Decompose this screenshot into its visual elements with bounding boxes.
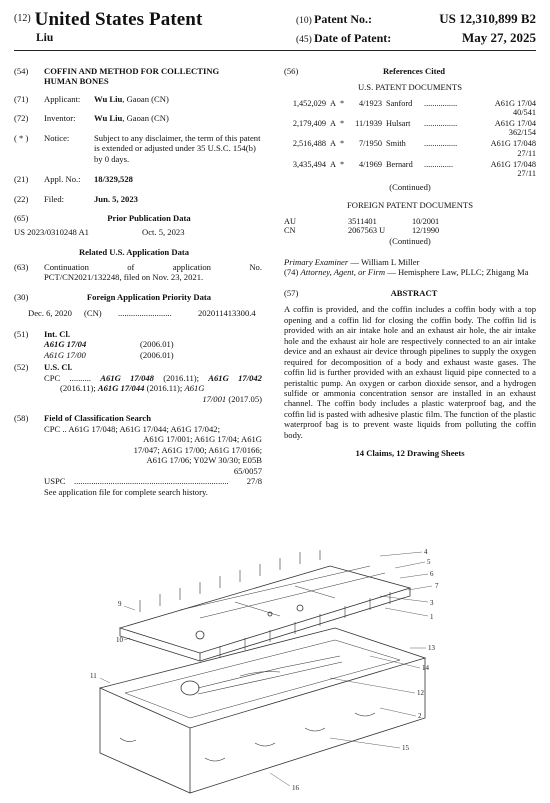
related-section [14, 262, 262, 283]
related-line-1 [44, 262, 262, 272]
abstract-code: (57) [284, 287, 299, 298]
cpc-class: A61G 17/048 [100, 372, 154, 383]
inventor-section [14, 113, 262, 123]
filed-label: Filed: [44, 193, 65, 204]
related-code: (63) [14, 261, 29, 272]
figure-labels [90, 548, 439, 792]
cpc-version: (2017.05) [226, 393, 262, 404]
cpc-class: 17/001 [202, 393, 227, 404]
us-ref-class: A61G 17/04 [494, 119, 536, 129]
us-ref-class: A61G 17/048 [490, 139, 536, 149]
figure-label: 9 [118, 600, 122, 608]
document-type: United States Patent [34, 9, 203, 30]
us-ref-number: 2,516,488 [292, 139, 326, 149]
uspc-value: 27/8 [246, 476, 262, 487]
body-front [100, 688, 190, 793]
examiner-name: — William L Miller [348, 256, 420, 267]
abstract-text: A coffin is provided, and the coffin includes a coffin body with a top opening and a coffin lid for closing the coffin body. The coffin lid is provided with an air intake hole and an exhaust air hole, the air intake hole and the exhaust air hole are respectively connected to an air intake device and an exhaust air device through pipelines to supply the oxygen required for decomposition of a body and exhaust waste gases. The coffin lid is further provided with an exhaust liquid pipe connected to a peristaltic pump. An oxygen or carbon dioxide sensor, and a hydrogen sulfide or ammonia concentration sensor are installed in an exhaust channel. The coffin body includes a plastic waterproof bag, and the coffin lid is pasted with adhesive plastic film. The function of the plastic waterproof bag is to prevent waste liquids from polluting the coffin body. [284, 304, 536, 440]
us-ref-kind: A [330, 159, 336, 169]
us-reference-row [284, 119, 536, 137]
field-search-line: 65/0057 [233, 465, 262, 476]
title-code: (54) [14, 66, 29, 76]
figure-label: 13 [428, 644, 435, 652]
prior-pub-code: (65) [14, 213, 29, 224]
figure-label: 7 [435, 582, 439, 590]
us-ref-name: Bernard [386, 159, 413, 169]
field-search-line: A61G 17/001; A61G 17/04; A61G [143, 434, 262, 445]
patent-number: US 12,310,899 B2 [439, 11, 536, 26]
related-word-1: Continuation [44, 261, 89, 272]
foreign-priority-country: (CN) [84, 308, 102, 319]
notice-section [14, 133, 262, 164]
us-reference-row [284, 99, 536, 117]
us-ref-date: 4/1969 [358, 159, 382, 169]
figure-label: 6 [430, 570, 434, 578]
coffin-drawing [80, 548, 460, 798]
uspc-row [14, 476, 262, 486]
us-ref-dots: ................ [424, 98, 458, 108]
related-heading: Related U.S. Application Data [78, 247, 190, 258]
header-right [296, 11, 536, 49]
body-side [190, 658, 425, 793]
foreign-ref-country: AU [284, 216, 296, 226]
us-ref-name: Sanford [386, 98, 413, 108]
us-ref-number: 3,435,494 [292, 159, 326, 169]
us-ref-name: Smith [386, 139, 406, 149]
appl-label: Appl. No.: [44, 174, 81, 185]
int-cl-version: (2006.01) [140, 349, 174, 360]
us-ref-star: * [340, 98, 345, 108]
field-search-line: A61G 17/06; Y02W 30/30; E05B [146, 455, 262, 466]
references-heading: References Cited [382, 66, 446, 76]
foreign-ref-number: 2067563 U [348, 226, 386, 236]
field-search-code: (58) [14, 413, 29, 424]
us-ref-number: 1,452,029 [292, 98, 326, 108]
us-ref-date: 11/1939 [355, 119, 382, 129]
us-cl-heading: U.S. Cl. [44, 362, 73, 373]
us-ref-subclass: 40/541 [512, 108, 536, 118]
int-cl-class: A61G 17/00 [44, 349, 86, 360]
notice-text: Subject to any disclaimer, the term of this patent is extended or adjusted under 35 U.S.C. 154(b) by 0 days. [94, 132, 261, 164]
patent-date-code: (45) [296, 35, 312, 45]
header-rule [14, 50, 536, 51]
right-column [284, 66, 536, 459]
us-ref-dots: .............. [424, 159, 454, 169]
foreign-reference-row [284, 226, 536, 235]
abstract-heading: ABSTRACT [390, 287, 438, 298]
abstract-heading-row [284, 288, 536, 298]
field-search-line: CPC .. A61G 17/048; A61G 17/044; A61G 17/042; [44, 423, 220, 434]
us-ref-star: * [340, 159, 345, 169]
title-section [14, 66, 262, 87]
field-search-line: 17/047; A61G 17/00; A61G 17/0166; [133, 444, 262, 455]
figure-label: 3 [430, 599, 434, 607]
us-ref-name: Hulsart [386, 119, 411, 129]
int-cl-item [44, 339, 262, 349]
figure-label: 14 [422, 664, 429, 672]
us-ref-number: 2,179,409 [292, 119, 326, 129]
cpc-label: CPC .......... [44, 372, 92, 383]
field-search-heading: Field of Classification Search [44, 413, 152, 424]
cpc-version: (2016.11); [153, 372, 209, 383]
related-text [44, 262, 262, 283]
figure-label: 1 [430, 613, 434, 621]
us-cl-cpc-text [44, 373, 262, 404]
lid-side [200, 588, 410, 661]
attorney-name: — Hemisphere Law, PLLC; Zhigang Ma [385, 267, 529, 278]
inventor-code: (72) [14, 113, 29, 124]
int-cl-section [14, 329, 262, 339]
inventor-short: Liu [36, 32, 54, 45]
references-heading-row [284, 66, 536, 76]
filed-section [14, 194, 262, 204]
cpc-last-line [44, 394, 262, 404]
us-ref-subclass: 27/11 [517, 168, 536, 178]
cpc-version: (2016.11); [144, 383, 185, 394]
prior-pub-heading: Prior Publication Data [107, 213, 191, 224]
applicant-section [14, 94, 262, 104]
prior-publication-heading-row [14, 213, 262, 223]
patent-date: May 27, 2025 [461, 30, 536, 45]
us-ref-class: A61G 17/04 [494, 98, 536, 108]
application-number-section [14, 174, 262, 184]
references-continued: (Continued) [389, 181, 431, 192]
appl-code: (21) [14, 174, 29, 185]
us-reference-row [284, 139, 536, 157]
related-word-2: of [127, 261, 135, 272]
us-patent-docs-heading: U.S. PATENT DOCUMENTS [357, 82, 463, 93]
inventor-label: Inventor: [44, 113, 76, 124]
uspc-dots: ........................................................................ [74, 476, 229, 487]
inventor-location: , Gaoan (CN) [122, 113, 169, 124]
prior-pub-date: Oct. 5, 2023 [142, 226, 185, 237]
int-cl-heading: Int. Cl. [44, 328, 71, 339]
foreign-ref-number: 3511401 [348, 216, 377, 226]
attorney-label: Attorney, Agent, or Firm [300, 267, 386, 278]
us-ref-star: * [340, 139, 345, 149]
filed-date: Jun. 5, 2023 [94, 193, 138, 204]
us-ref-kind: A [330, 139, 336, 149]
foreign-priority-heading: Foreign Application Priority Data [86, 291, 212, 302]
applicant-label: Applicant: [44, 93, 81, 104]
foreign-patent-docs-heading: FOREIGN PATENT DOCUMENTS [346, 200, 474, 211]
us-ref-date: 4/1923 [358, 98, 382, 108]
inventor-name: Wu Liu [94, 113, 123, 124]
notice-code: ( * ) [14, 132, 29, 143]
cpc-version: (2016.11); [60, 383, 98, 394]
us-ref-dots: ................ [424, 139, 458, 149]
invention-title: COFFIN AND METHOD FOR COLLECTING HUMAN BONES [44, 66, 220, 87]
cpc-class: A61G 17/044 [97, 383, 145, 394]
body-top [100, 628, 425, 728]
us-reference-row [284, 160, 536, 178]
us-ref-kind: A [330, 119, 336, 129]
uspc-label: USPC [44, 476, 66, 487]
foreign-reference-row [284, 217, 536, 226]
patent-number-code: (10) [296, 16, 312, 26]
foreign-priority-dots: ......................... [118, 308, 172, 319]
prior-publication-row [14, 227, 262, 237]
patent-number-row [296, 11, 536, 30]
us-ref-kind: A [330, 98, 336, 108]
patent-number-label: Patent No.: [314, 12, 372, 26]
figure-label: 16 [292, 784, 299, 792]
us-ref-subclass: 362/154 [508, 128, 536, 138]
attorney-line [284, 267, 536, 277]
figure-label: 4 [424, 548, 428, 556]
foreign-ref-date: 10/2001 [412, 216, 440, 226]
int-cl-item [44, 350, 262, 360]
foreign-priority-code: (30) [14, 291, 29, 302]
foreign-priority-date: Dec. 6, 2020 [28, 308, 72, 319]
foreign-priority-row [14, 308, 262, 318]
figure-label: 11 [90, 672, 97, 680]
applicant-location: , Gaoan (CN) [122, 93, 169, 104]
attorney-code: (74) [284, 267, 299, 278]
figure-label: 2 [418, 712, 422, 720]
notice-label: Notice: [44, 132, 70, 143]
cpc-class: A61G [184, 383, 205, 394]
appl-number: 18/329,528 [94, 174, 133, 185]
applicant-name: Wu Liu [94, 93, 123, 104]
cpc-class: A61G 17/042 [208, 372, 262, 383]
search-history-note: See application file for complete search history. [44, 486, 208, 497]
references-code: (56) [284, 66, 299, 76]
lid-front [120, 628, 200, 661]
foreign-priority-heading-row [14, 292, 262, 302]
figure-label: 12 [417, 689, 424, 697]
examiner-line [284, 257, 536, 267]
us-cl-code: (52) [14, 362, 29, 373]
us-ref-dots: ................ [424, 119, 458, 129]
header-left [14, 8, 202, 45]
foreign-references-continued: (Continued) [389, 236, 431, 247]
us-cl-section [14, 362, 262, 372]
related-line-2: PCT/CN2021/132248, filed on Nov. 23, 2021. [44, 272, 204, 283]
claims-summary: 14 Claims, 12 Drawing Sheets [355, 448, 465, 459]
prior-pub-number: US 2023/0310248 A1 [14, 226, 89, 237]
examiner-label: Primary Examiner [284, 256, 349, 267]
patent-date-row [296, 30, 536, 49]
us-reference-list [284, 99, 536, 178]
left-column [14, 66, 262, 497]
field-search-section [14, 413, 262, 423]
filed-code: (22) [14, 193, 29, 204]
applicant-code: (71) [14, 93, 29, 104]
related-word-4: No. [249, 261, 262, 272]
us-cl-cpc [14, 373, 262, 404]
us-ref-subclass: 27/11 [517, 148, 536, 158]
int-cl-list [14, 339, 262, 360]
figure-label: 5 [427, 558, 431, 566]
us-ref-class: A61G 17/048 [490, 159, 536, 169]
patent-date-label: Date of Patent: [314, 31, 392, 45]
related-word-3: application [172, 261, 211, 272]
us-ref-star: * [340, 119, 345, 129]
int-cl-code: (51) [14, 328, 29, 339]
figure-label: 10 [116, 636, 123, 644]
field-search-body [14, 424, 262, 476]
kind-code: (12) [14, 13, 31, 24]
us-ref-date: 7/1950 [358, 139, 382, 149]
foreign-ref-date: 12/1990 [412, 226, 440, 236]
int-cl-class: A61G 17/04 [44, 339, 87, 350]
foreign-ref-country: CN [284, 226, 296, 236]
figure-label: 15 [402, 744, 409, 752]
int-cl-version: (2006.01) [140, 339, 174, 350]
foreign-priority-number: 202011413300.4 [198, 308, 256, 319]
